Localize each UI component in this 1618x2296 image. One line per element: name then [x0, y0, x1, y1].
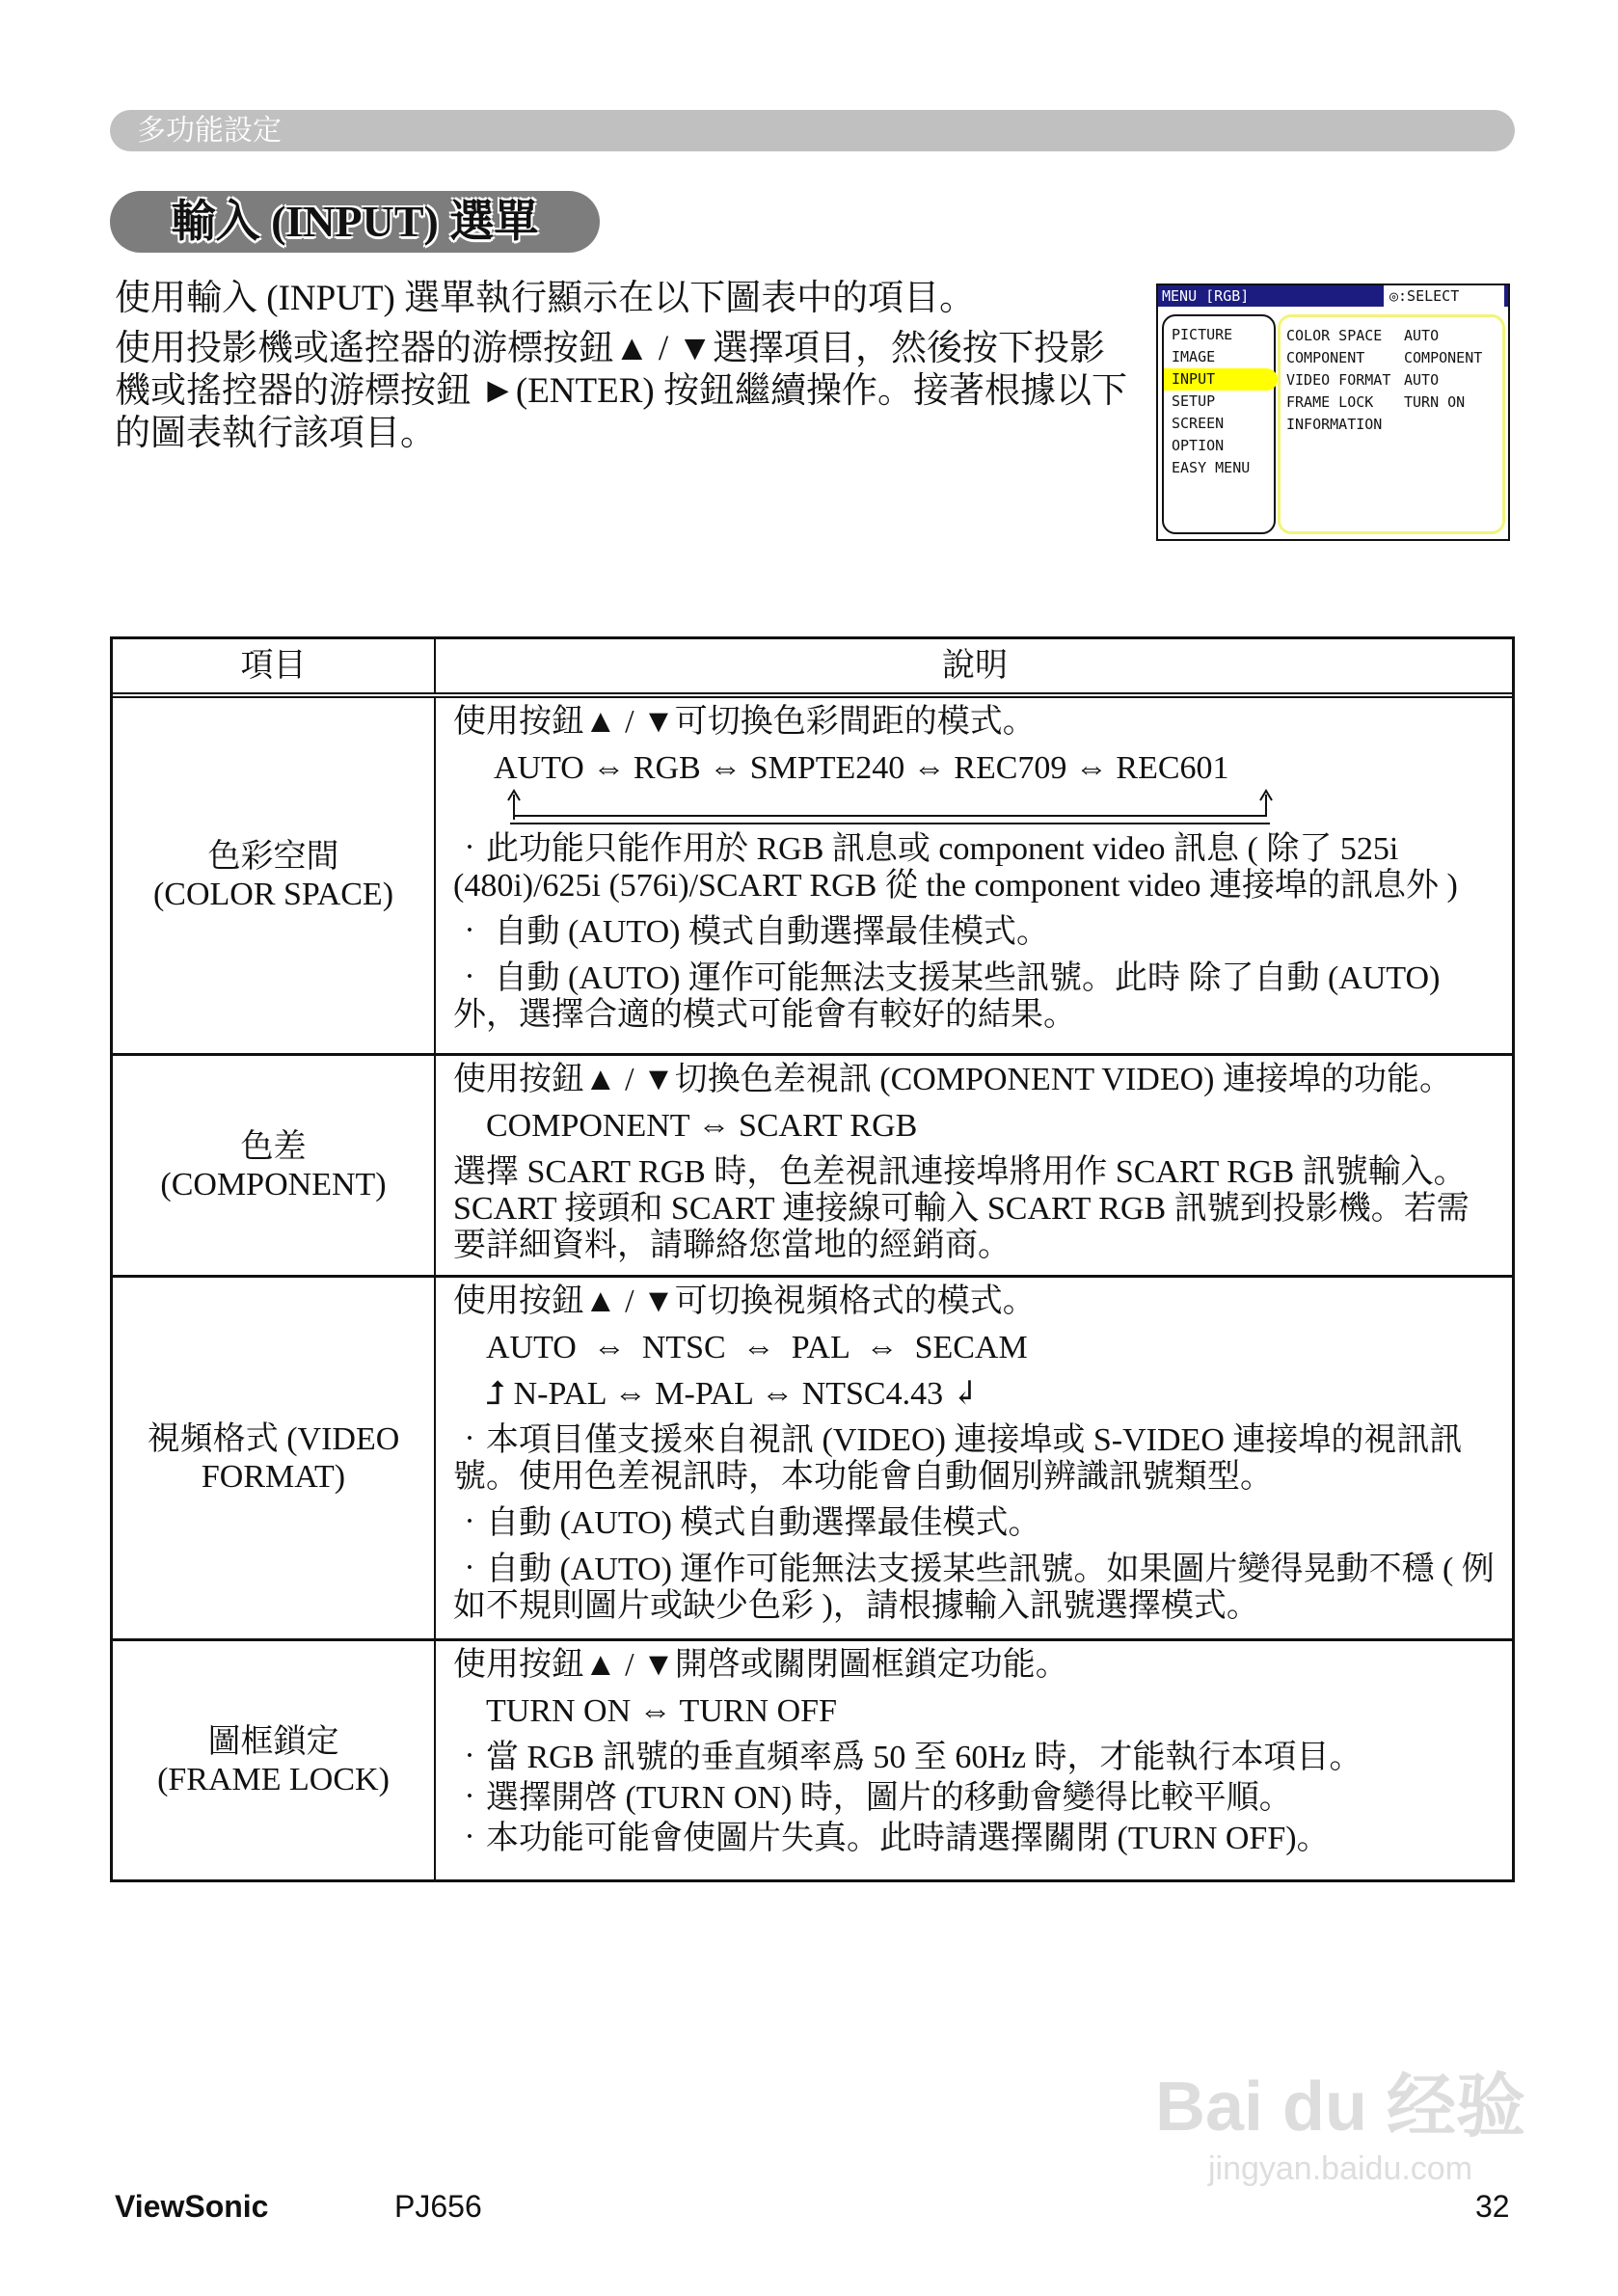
mode-sequence: COMPONENT ⇔ SCART RGB [486, 1108, 918, 1144]
menu-item: SCREEN [1172, 415, 1225, 432]
menu-item: IMAGE [1172, 348, 1216, 365]
setting-name: INFORMATION [1286, 416, 1383, 433]
osd-menu-illustration [1156, 284, 1510, 541]
menu-settings [1278, 314, 1505, 534]
description-cell [438, 698, 1512, 1053]
return-arrow-left-icon: ↲ [943, 1376, 980, 1412]
table-row-frame-lock [113, 1641, 1512, 1879]
item-cell [113, 1278, 436, 1638]
section-label: 多功能設定 [137, 114, 282, 148]
item-cell [113, 698, 436, 1053]
page-number: 32 [1475, 2189, 1510, 2224]
menu-item: PICTURE [1172, 326, 1233, 343]
mode-sequence: N-PAL ⇔ M-PAL ⇔ NTSC4.43 [513, 1376, 944, 1412]
setting-name: VIDEO FORMAT [1286, 371, 1391, 389]
intro-paragraph: 使用輸入 (INPUT) 選單執行顯示在以下圖表中的項目。 [115, 279, 976, 318]
setting-row [1286, 369, 1497, 392]
intro-paragraph: 使用投影機或遙控器的游標按鈕▲ / ▼選擇項目，然後按下投影機或搖控器的游標按鈕 ►(ENTER) 按鈕繼續操作。接著根據以下的圖表執行該項目。 [115, 329, 1127, 453]
select-hint [1384, 285, 1504, 307]
dpad-icon: ◎ [1389, 287, 1399, 305]
description-line: 使用按鈕▲ / ▼開啓或關閉圖框鎖定功能。 [453, 1647, 1068, 1683]
description-line: 使用按鈕▲ / ▼可切換視頻格式的模式。 [453, 1283, 1036, 1319]
select-label: :SELECT [1398, 287, 1460, 305]
description-line: ‧ 自動 (AUTO) 模式自動選擇最佳模式。 [453, 914, 1049, 950]
item-name: 視頻格式 (VIDEO [147, 1421, 400, 1457]
setting-row [1286, 347, 1497, 369]
model: PJ656 [394, 2189, 482, 2224]
menu-item: SETUP [1172, 392, 1216, 410]
loop-arrow-icon [506, 787, 1297, 825]
watermark-logo: Bai du 经验 [1155, 2068, 1526, 2146]
description-line: ‧此功能只能作用於 RGB 訊息或 component video 訊息 ( 除了 525i (480i)/625i (576i)/SCART RGB 從 the component video 連接埠的訊息外 ) [453, 831, 1458, 904]
mode-sequence: AUTO ⇔ RGB ⇔ SMPTE240 ⇔ REC709 ⇔ REC601 [494, 750, 1229, 786]
item-name: 色彩空間 [207, 839, 339, 875]
watermark-url: jingyan.baidu.com [1207, 2150, 1473, 2187]
menu-item: OPTION [1172, 437, 1225, 454]
brand: ViewSonic [115, 2189, 269, 2224]
input-menu-table [110, 636, 1515, 1882]
description-line: 選擇 SCART RGB 時，色差視訊連接埠將用作 SCART RGB 訊號輸入。SCART 接頭和 SCART 連接線可輸入 SCART RGB 訊號到投影機。若需要詳細資料，請聯絡您當地的經銷商。 [453, 1154, 1470, 1263]
menu-item: EASY MENU [1172, 459, 1251, 476]
description-line: 使用按鈕▲ / ▼可切換色彩間距的模式。 [453, 704, 1036, 740]
setting-row [1286, 325, 1497, 347]
setting-value: TURN ON [1404, 393, 1466, 411]
table-row-color-space [113, 698, 1512, 1056]
description-line: 使用按鈕▲ / ▼切換色差視訊 (COMPONENT VIDEO) 連接埠的功能。 [453, 1062, 1452, 1097]
setting-value: AUTO [1404, 371, 1440, 389]
item-name-en: (COLOR SPACE) [152, 877, 394, 912]
setting-row [1286, 392, 1497, 414]
item-cell [113, 1056, 436, 1275]
table-row-component [113, 1056, 1512, 1278]
table-row-video-format [113, 1278, 1512, 1641]
mode-sequence-row2 [453, 1376, 1498, 1413]
item-name-en: FORMAT) [201, 1459, 346, 1495]
setting-name: FRAME LOCK [1286, 393, 1374, 411]
item-cell [113, 1641, 436, 1879]
description-cell [438, 1056, 1512, 1275]
description-line: ‧ 自動 (AUTO) 運作可能無法支援某些訊號。此時 除了自動 (AUTO) 外，選擇合適的模式可能會有較好的結果。 [453, 960, 1441, 1033]
mode-sequence: AUTO ⇔ NTSC ⇔ PAL ⇔ SECAM [486, 1330, 1028, 1365]
menu-item-selected: INPUT [1164, 368, 1278, 391]
header-description: 說明 [942, 648, 1008, 684]
menu-title-bar [1158, 285, 1508, 307]
mode-sequence: TURN ON ⇔ TURN OFF [486, 1693, 837, 1729]
setting-value: AUTO [1404, 327, 1440, 344]
description-cell [438, 1641, 1512, 1879]
setting-value: COMPONENT [1404, 349, 1483, 366]
setting-name: COLOR SPACE [1286, 327, 1383, 344]
description-line: ‧當 RGB 訊號的垂直頻率爲 50 至 60Hz 時，才能執行本項目。 [453, 1740, 1362, 1775]
baidu-watermark [1155, 2064, 1525, 2188]
setting-row [1286, 414, 1497, 436]
header-item: 項目 [113, 639, 436, 692]
intro-text [115, 278, 1137, 463]
menu-categories [1162, 314, 1276, 534]
description-line: ‧本項目僅支援來自視訊 (VIDEO) 連接埠或 S-VIDEO 連接埠的視訊訊號。使用色差視訊時，本功能會自動個別辨識訊號類型。 [453, 1422, 1463, 1495]
item-name-en: (COMPONENT) [160, 1166, 387, 1202]
description-cell [438, 1278, 1512, 1638]
menu-title: MENU [RGB] [1162, 287, 1250, 305]
item-name: 色差 [240, 1128, 307, 1165]
item-name: 圖框鎖定 [207, 1723, 339, 1760]
description-line: ‧自動 (AUTO) 運作可能無法支援某些訊號。如果圖片變得晃動不穩 ( 例如不規則圖片或缺少色彩 )，請根據輸入訊號選擇模式。 [453, 1552, 1495, 1624]
section-header-bar [110, 110, 1515, 151]
description-line: ‧選擇開啓 (TURN ON) 時，圖片的移動會變得比較平順。 [453, 1780, 1292, 1816]
page-title: 輸入 (INPUT) 選單 [110, 191, 600, 253]
return-arrow-up-icon: ⮥ [486, 1376, 514, 1412]
item-name-en: (FRAME LOCK) [157, 1761, 390, 1797]
setting-name: COMPONENT [1286, 349, 1365, 366]
description-line: ‧本功能可能會使圖片失真。此時請選擇關閉 (TURN OFF)。 [453, 1821, 1330, 1856]
table-header [113, 639, 1512, 698]
description-line: ‧自動 (AUTO) 模式自動選擇最佳模式。 [453, 1505, 1041, 1541]
